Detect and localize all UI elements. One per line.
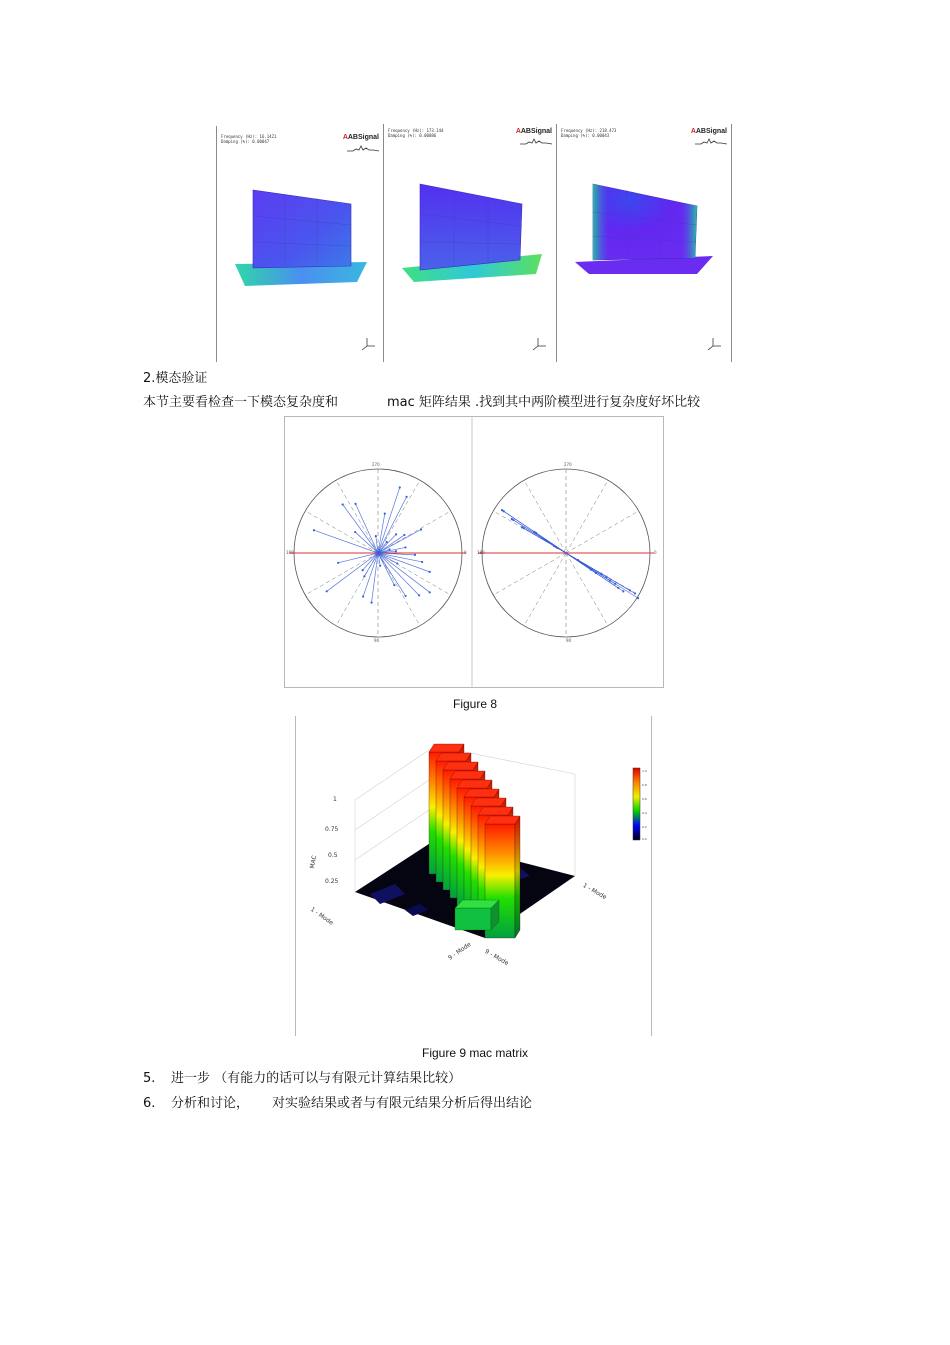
mode-vector-tip — [634, 592, 636, 594]
mode-vector-tip — [405, 496, 407, 498]
list-item-6-number: 6. — [143, 1096, 156, 1111]
panel-header-line: Damping (%): 0.00043 — [561, 133, 610, 138]
mode-shape-panel-2 — [383, 124, 556, 362]
mode-vector-tip — [354, 531, 356, 533]
brand-logo: AABSignal — [515, 128, 552, 135]
figure8-caption: Figure 8 — [452, 697, 498, 711]
mode-vector-tip — [354, 503, 356, 505]
axis-left-label: 1 - Mode — [308, 906, 335, 927]
mode-shape-plot — [217, 126, 383, 362]
figure9-mac-matrix — [295, 716, 652, 1036]
panel-header-line: Frequency (Hz): 218.473 — [561, 128, 617, 133]
polar-right-label-right: 0 — [654, 550, 657, 555]
mode-vector-tip — [395, 533, 397, 535]
list-item-6-text-a: 分析和讨论， — [171, 1096, 250, 1111]
axis-right-label: 1 - Mode — [581, 882, 608, 902]
mode-vector-tip — [399, 486, 401, 488]
mode-vector-tip — [511, 518, 513, 520]
axis-triad-icon — [533, 338, 546, 350]
figure9-caption: Figure 9 mac matrix — [421, 1046, 529, 1060]
mode-vector-tip — [403, 534, 405, 536]
mode-vector-tip — [337, 562, 339, 564]
mode-vector-tip — [617, 587, 619, 589]
colorbar — [633, 768, 640, 840]
intro-text-part2: mac 矩阵结果 .找到其中两阶模型进行复杂度好坏比较 — [387, 395, 701, 410]
mode-vector-tip — [404, 546, 406, 548]
polar-left-label-top: 270 — [372, 462, 380, 467]
axis-bottom-label-a: 9 - Mode — [447, 940, 473, 962]
mode-vector-tip — [386, 541, 388, 543]
brand-logo: AABSignal — [690, 128, 727, 135]
polar-left-label-right: 0 — [464, 550, 467, 555]
axis-triad-icon — [362, 338, 375, 350]
mode-vector-tip — [414, 554, 416, 556]
svg-text:0.6: 0.6 — [642, 797, 647, 801]
svg-text:0.0: 0.0 — [642, 837, 647, 841]
svg-text:0.2: 0.2 — [642, 825, 647, 829]
svg-text:0.4: 0.4 — [642, 811, 647, 815]
panel-header-line: Frequency (Hz): 16.1421 — [221, 134, 277, 139]
mode-shape-panel-1 — [216, 126, 383, 362]
mode-vector-tip — [384, 512, 386, 514]
mode-vector-tip — [379, 565, 381, 567]
panel-header-line: Frequency (Hz): 173.144 — [388, 128, 444, 133]
mode-vector-tip — [313, 529, 315, 531]
mode-vector-tip — [362, 595, 364, 597]
z-tick-1: 1 — [333, 796, 337, 803]
mac-bar-low — [455, 900, 499, 930]
svg-text:1.0: 1.0 — [642, 769, 647, 773]
mode-vector-tip — [421, 561, 423, 563]
mode-vector-tip — [429, 591, 431, 593]
mode-vector-tip — [363, 575, 365, 577]
polar-left-label-left: 180 — [286, 550, 294, 555]
mode-vector-tip — [395, 550, 397, 552]
mode-vector-tip — [501, 509, 503, 511]
list-item-5-number: 5. — [143, 1071, 156, 1086]
mode-vector-tip — [542, 538, 544, 540]
mode-vector-tip — [326, 590, 328, 592]
mode-vector-tip — [393, 584, 395, 586]
z-tick-05: 0.5 — [328, 852, 338, 859]
axis-triad-icon — [708, 338, 721, 350]
mode-shape-panel-3 — [556, 124, 732, 362]
mode-vector-tip — [418, 594, 420, 596]
mode-shape-plot — [557, 124, 731, 362]
polar-left-label-bottom: 90 — [374, 638, 380, 643]
mode-vector-tip — [629, 589, 631, 591]
intro-text-part1: 本节主要看检查一下模态复杂度和 — [143, 395, 339, 410]
svg-text:0.8: 0.8 — [642, 783, 647, 787]
z-tick-025: 0.25 — [325, 878, 339, 885]
mode-vector-tip — [429, 571, 431, 573]
panel-header-line: Damping (%): 0.00047 — [221, 139, 270, 144]
polar-right-label-left: 180 — [477, 550, 485, 555]
mode-vector-tip — [420, 528, 422, 530]
brand-logo: AABSignal — [342, 134, 379, 141]
mode-vector-tip — [637, 597, 639, 599]
list-item-6-text-b: 对实验结果或者与有限元结果分析后得出结论 — [272, 1096, 533, 1111]
mode-vector-tip — [396, 562, 398, 564]
axis-bottom-label-b: 9 - Mode — [483, 948, 510, 968]
mode-vector-tip — [622, 590, 624, 592]
list-item-5-text: 进一步 （有能力的话可以与有限元计算结果比较） — [171, 1071, 462, 1086]
mode-vector-tip — [370, 601, 372, 603]
figure8-complexity-plots — [284, 416, 664, 688]
mode-shape-plot — [384, 124, 556, 362]
mode-vector-tip — [375, 535, 377, 537]
mode-vector-tip — [404, 595, 406, 597]
mode-vector-tip — [362, 569, 364, 571]
section-heading: 2.模态验证 — [143, 371, 208, 386]
mode-vector-tip — [342, 503, 344, 505]
z-tick-075: 0.75 — [325, 826, 339, 833]
z-axis-label: MAC — [309, 854, 319, 870]
polar-right-label-bottom: 90 — [566, 638, 572, 643]
mode-vector-tip — [521, 526, 523, 528]
panel-header-line: Damping (%): 0.00086 — [388, 133, 437, 138]
polar-right-label-top: 270 — [564, 462, 572, 467]
